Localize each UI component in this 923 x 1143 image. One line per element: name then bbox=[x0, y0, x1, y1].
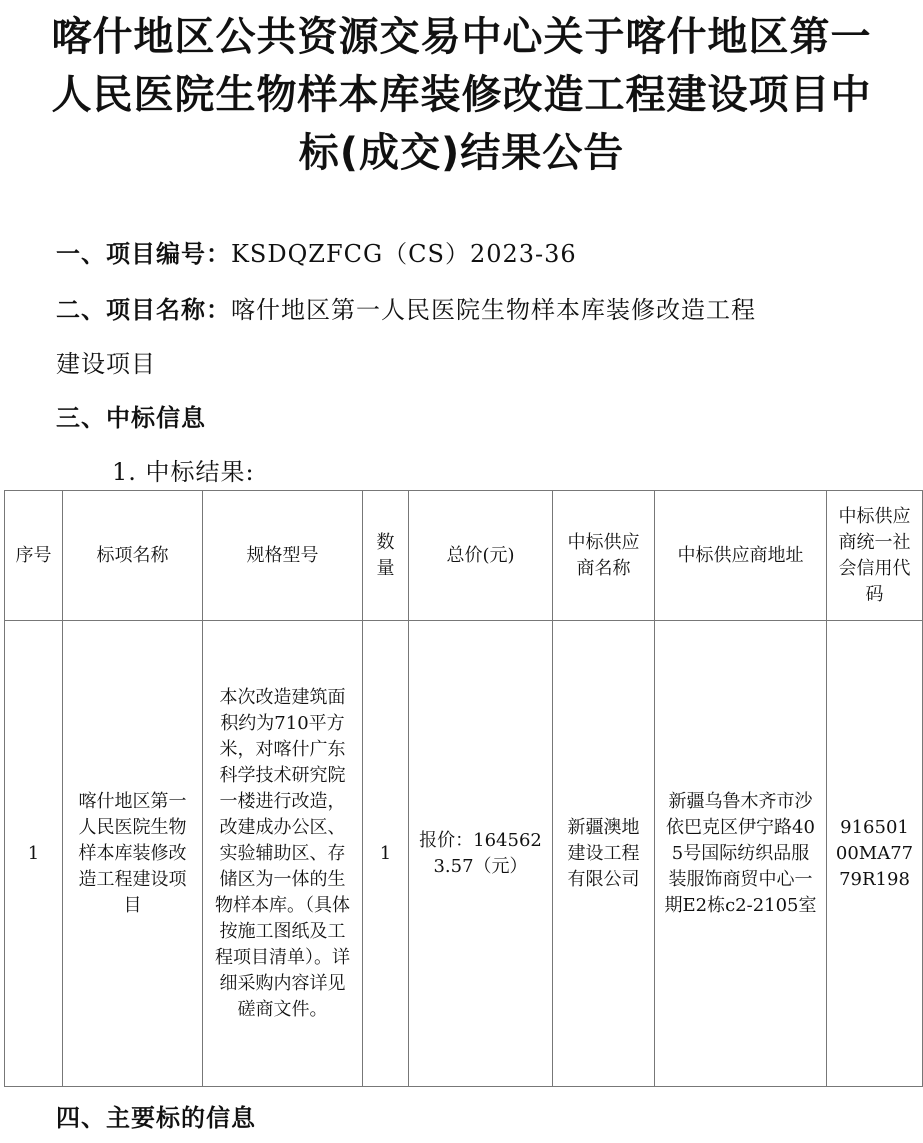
table-header-row bbox=[5, 491, 923, 621]
section-4-title: 四、主要标的信息 bbox=[56, 1104, 256, 1132]
section-3-title: 三、中标信息 bbox=[56, 404, 206, 432]
project-name-line bbox=[56, 290, 756, 325]
cell-credit-code: 91650100MA7779R198 bbox=[827, 621, 923, 1087]
cell-address: 新疆乌鲁木齐市沙依巴克区伊宁路405号国际纺织品服装服饰商贸中心一期E2栋c2-2105室 bbox=[655, 621, 827, 1087]
project-number-value: KSDQZFCG（CS）2023-36 bbox=[231, 240, 577, 268]
title-line-2: 人民医院生物样本库装修改造工程建设项目中 bbox=[51, 72, 872, 118]
header-quantity: 数量 bbox=[363, 491, 409, 621]
project-name-value: 喀什地区第一人民医院生物样本库装修改造工程 bbox=[231, 296, 756, 324]
header-supplier: 中标供应商名称 bbox=[553, 491, 655, 621]
header-price: 总价(元) bbox=[409, 491, 553, 621]
cell-price: 报价：1645623.57（元） bbox=[409, 621, 553, 1087]
subsection-title: 1. 中标结果: bbox=[112, 458, 255, 486]
cell-spec: 本次改造建筑面积约为710平方米，对喀什广东科学技术研究院一楼进行改造，改建成办公区、实验辅助区、存储区为一体的生物样本库。（具体按施工图纸及工程项目清单）。详细采购内容详见磋商文件。 bbox=[203, 621, 363, 1087]
project-name-continued: 建设项目 bbox=[56, 350, 156, 378]
project-number-line bbox=[56, 234, 577, 269]
project-number-label: 一、项目编号： bbox=[56, 240, 231, 268]
header-index: 序号 bbox=[5, 491, 63, 621]
cell-index: 1 bbox=[5, 621, 63, 1087]
header-spec: 规格型号 bbox=[203, 491, 363, 621]
title-line-1: 喀什地区公共资源交易中心关于喀什地区第一 bbox=[51, 14, 872, 60]
header-name: 标项名称 bbox=[63, 491, 203, 621]
cell-quantity: 1 bbox=[363, 621, 409, 1087]
header-credit-code: 中标供应商统一社会信用代码 bbox=[827, 491, 923, 621]
title-line-3: 标(成交)结果公告 bbox=[298, 130, 625, 176]
project-name-label: 二、项目名称： bbox=[56, 296, 231, 324]
cell-supplier: 新疆澳地建设工程有限公司 bbox=[553, 621, 655, 1087]
header-address: 中标供应商地址 bbox=[655, 491, 827, 621]
table-row bbox=[5, 621, 923, 1087]
cell-name: 喀什地区第一人民医院生物样本库装修改造工程建设项目 bbox=[63, 621, 203, 1087]
result-table bbox=[4, 490, 923, 1087]
document-title bbox=[20, 8, 903, 182]
